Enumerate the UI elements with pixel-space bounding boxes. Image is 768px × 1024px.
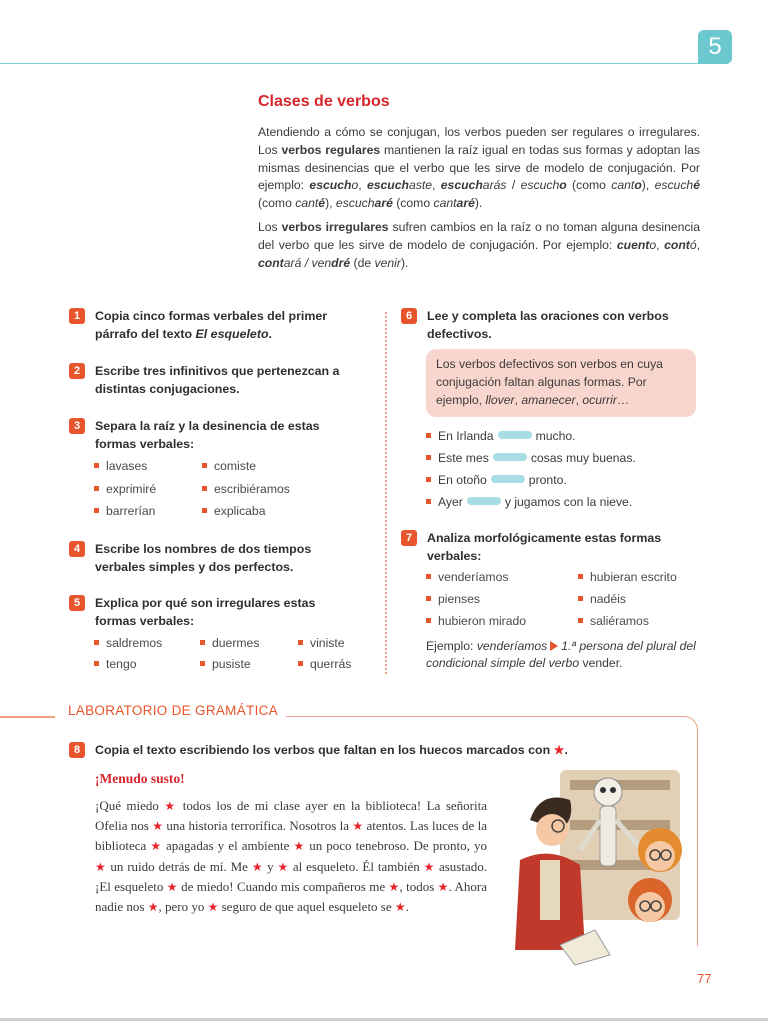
text-run: , (656, 237, 665, 252)
exercise-number: 1 (69, 308, 85, 324)
text-run: escuch (520, 178, 560, 193)
story-text: ¡Qué miedo ★ todos los de mi clase ayer en la biblioteca! La señorita Ofelia nos ★ una historia terrorífica. Nosotros la ★ atentos. Las luces de la biblioteca ★ apagadas y el ambiente ★ un poco tenebroso. De pronto, yo ★ un ruido detrás de mí. Me ★ y ★ al esqueleto. Él también ★ asustado. ¡El esqueleto ★ de miedo! Cuando mis compañeros me ★, todos ★. Ahora nadie nos ★, pero yo ★ seguro de que aquel esqueleto se ★. (95, 798, 488, 915)
sentence-end: cosas muy buenas. (530, 451, 636, 465)
word-item: barrerían (94, 504, 155, 518)
column-divider (385, 312, 387, 674)
exercise-number: 2 (69, 363, 85, 379)
sentence-end: mucho. (535, 429, 576, 443)
sentence-end: pronto. (528, 473, 567, 487)
star-icon: ★ (352, 819, 364, 834)
word-item: duermes (200, 636, 259, 650)
star-icon: ★ (394, 900, 406, 915)
star-icon: ★ (437, 879, 449, 894)
text-run: mantienen la raíz igual en todas sus formas y adoptan las mismas desinencias que el verbo que les sirve de modelo de conjugación. Por ejemplo: (258, 142, 700, 193)
star-icon: ★ (207, 900, 219, 915)
word-item: tengo (94, 657, 137, 671)
exercise-instruction (95, 362, 355, 398)
story-title: ¡Menudo susto! (95, 771, 185, 786)
sentence-start: En Irlanda (438, 429, 494, 443)
text-run: venderíamos (476, 639, 548, 653)
lab-title: LABORATORIO DE GRAMÁTICA (60, 703, 286, 718)
sentence-start: Este mes (438, 451, 489, 465)
star-icon: ★ (423, 859, 436, 874)
text-run: é (693, 178, 700, 193)
text-run: 1.ª persona del plural del condicional simple del verbo (426, 639, 696, 670)
text-run: Explica por qué son irregulares estas formas verbales: (95, 596, 316, 628)
text-run: Atendiendo a cómo se conjugan, los verbos pueden ser regulares o irregulares. Los (258, 125, 700, 157)
text-run: , (575, 393, 583, 407)
exercise-number: 6 (401, 308, 417, 324)
star-icon: ★ (277, 859, 289, 874)
text-run: o (634, 178, 642, 193)
text-run: aré (374, 196, 393, 211)
answer-blank (493, 453, 527, 461)
text-run: , (432, 178, 441, 193)
text-run: Ejemplo: (426, 639, 477, 653)
exercise-number: 7 (401, 530, 417, 546)
lab-border-left (0, 716, 55, 718)
word-item: lavases (94, 459, 147, 473)
skeleton-illustration (500, 760, 700, 970)
text-run: o (649, 237, 657, 252)
exercise-instruction (95, 540, 345, 576)
word-item: saldremos (94, 636, 162, 650)
text-run: escuch (309, 178, 352, 193)
top-rule (0, 63, 700, 64)
sentence-start: Ayer (438, 495, 463, 509)
exercise-number: 8 (69, 742, 85, 758)
star-icon: ★ (150, 839, 162, 854)
word-item: nadéis (578, 592, 626, 606)
text-run: cant (295, 196, 319, 211)
text-run: , (696, 237, 700, 252)
sentence-item (426, 495, 632, 509)
exercise-7 (401, 529, 701, 629)
word-item: exprimiré (94, 482, 156, 496)
star-icon: ★ (553, 743, 565, 757)
word-item: saliéramos (578, 614, 649, 628)
text-run: sufren cambios en la raíz o no toman alguna desinencia del verbo que les sirve de modelo de conjugación. Por ejemplo: (258, 220, 700, 252)
exercise-instruction (427, 529, 687, 565)
definition-box (426, 349, 696, 417)
text-run: ó (689, 237, 697, 252)
text-run: escuch (366, 178, 409, 193)
text-run: ). (474, 196, 483, 211)
text-run: , (514, 393, 522, 407)
text-run: Separa la raíz y la desinencia de estas formas verbales: (95, 419, 320, 451)
star-icon: ★ (166, 879, 178, 894)
exercise-number: 4 (69, 541, 85, 557)
text-run: cuent (616, 237, 650, 252)
text-run: … (616, 393, 630, 407)
exercise-instruction (95, 741, 695, 759)
text-run: cant (433, 196, 457, 211)
text-run: Analiza morfológicamente estas formas verbales: (427, 531, 662, 563)
word-item: querrás (298, 657, 351, 671)
star-icon: ★ (251, 859, 264, 874)
text-run: aste (408, 178, 433, 193)
text-run: Los verbos defectivos son verbos en cuya conjugación faltan algunas formas. Por ejemplo, (436, 357, 663, 407)
text-run: Copia cinco formas verbales del primer párrafo del texto (95, 309, 328, 341)
text-run: arás (482, 178, 507, 193)
exercise-number: 5 (69, 595, 85, 611)
text-run: Los (258, 220, 282, 234)
sentence-end: y jugamos con la nieve. (504, 495, 633, 509)
text-run: , (358, 178, 367, 193)
exercise-instruction (95, 307, 365, 343)
text-run: escuch (654, 178, 694, 193)
sentence-item (426, 429, 576, 443)
sentence-start: En otoño (438, 473, 487, 487)
text-run: aré (456, 196, 475, 211)
text-run: . (268, 327, 272, 341)
bottom-rule (0, 1018, 768, 1021)
text-run: El esqueleto (195, 327, 269, 341)
text-run: o (559, 178, 567, 193)
text-run: Copia el texto escribiendo los verbos que faltan en los huecos marcados con (95, 743, 554, 757)
star-icon: ★ (95, 859, 107, 874)
text-run: é (318, 196, 326, 211)
text-run: Lee y completa las oraciones con verbos defectivos. (427, 309, 669, 341)
text-run: ), (325, 196, 336, 211)
text-run: llover (485, 393, 515, 407)
text-run: (como (392, 196, 434, 211)
exercise-instruction (95, 594, 345, 630)
text-run: venir (374, 255, 401, 270)
word-item: viniste (298, 636, 345, 650)
answer-blank (498, 431, 532, 439)
text-run: cont (258, 255, 284, 270)
word-item: pusiste (200, 657, 251, 671)
exercise-3 (69, 417, 369, 527)
exercise-instruction (427, 307, 697, 343)
theory-paragraph-1 (258, 124, 700, 213)
text-run: dré (331, 255, 351, 270)
star-icon: ★ (147, 900, 159, 915)
word-item: comiste (202, 459, 256, 473)
word-item: hubieron mirado (426, 614, 526, 628)
text-run: / (506, 178, 521, 193)
text-run: . (564, 743, 568, 757)
text-run: (como (258, 196, 296, 211)
sentence-item (426, 451, 636, 465)
text-run: ará / ven (283, 255, 332, 270)
star-icon: ★ (388, 879, 400, 894)
section-title: Clases de verbos (258, 93, 390, 110)
text-run: verbos regulares (281, 142, 381, 157)
exercise-instruction (95, 417, 355, 453)
text-run: (de (350, 255, 375, 270)
word-item: hubieran escrito (578, 570, 677, 584)
text-run: verbos irregulares (281, 220, 389, 234)
page-number: 77 (697, 971, 712, 986)
text-run: o (351, 178, 359, 193)
text-run: vender. (582, 656, 623, 670)
sentence-item (426, 473, 567, 487)
word-item: escribiéramos (202, 482, 290, 496)
text-run: ), (641, 178, 655, 193)
answer-blank (467, 497, 501, 505)
text-run: escuch (440, 178, 483, 193)
word-item: venderíamos (426, 570, 508, 584)
example-text (426, 638, 706, 672)
text-run: Escribe los nombres de dos tiempos verbales simples y dos perfectos. (95, 542, 312, 574)
star-icon: ★ (152, 819, 164, 834)
text-run: cant (611, 178, 635, 193)
text-run: amanecer (521, 393, 576, 407)
arrow-icon (550, 641, 558, 651)
star-icon: ★ (293, 839, 306, 854)
text-run: escuch (335, 196, 375, 211)
answer-blank (491, 475, 525, 483)
text-run: cont (664, 237, 690, 252)
text-run: (como (566, 178, 612, 193)
exercise-5 (69, 594, 369, 674)
word-item: pienses (426, 592, 480, 606)
theory-paragraph-2 (258, 219, 700, 272)
unit-badge: 5 (698, 30, 732, 64)
text-run: ocurrir (582, 393, 617, 407)
word-item: explicaba (202, 504, 266, 518)
text-run: ). (400, 255, 409, 270)
text-run: Escribe tres infinitivos que pertenezcan a distintas conjugaciones. (95, 364, 340, 396)
star-icon: ★ (164, 799, 178, 813)
exercise-number: 3 (69, 418, 85, 434)
